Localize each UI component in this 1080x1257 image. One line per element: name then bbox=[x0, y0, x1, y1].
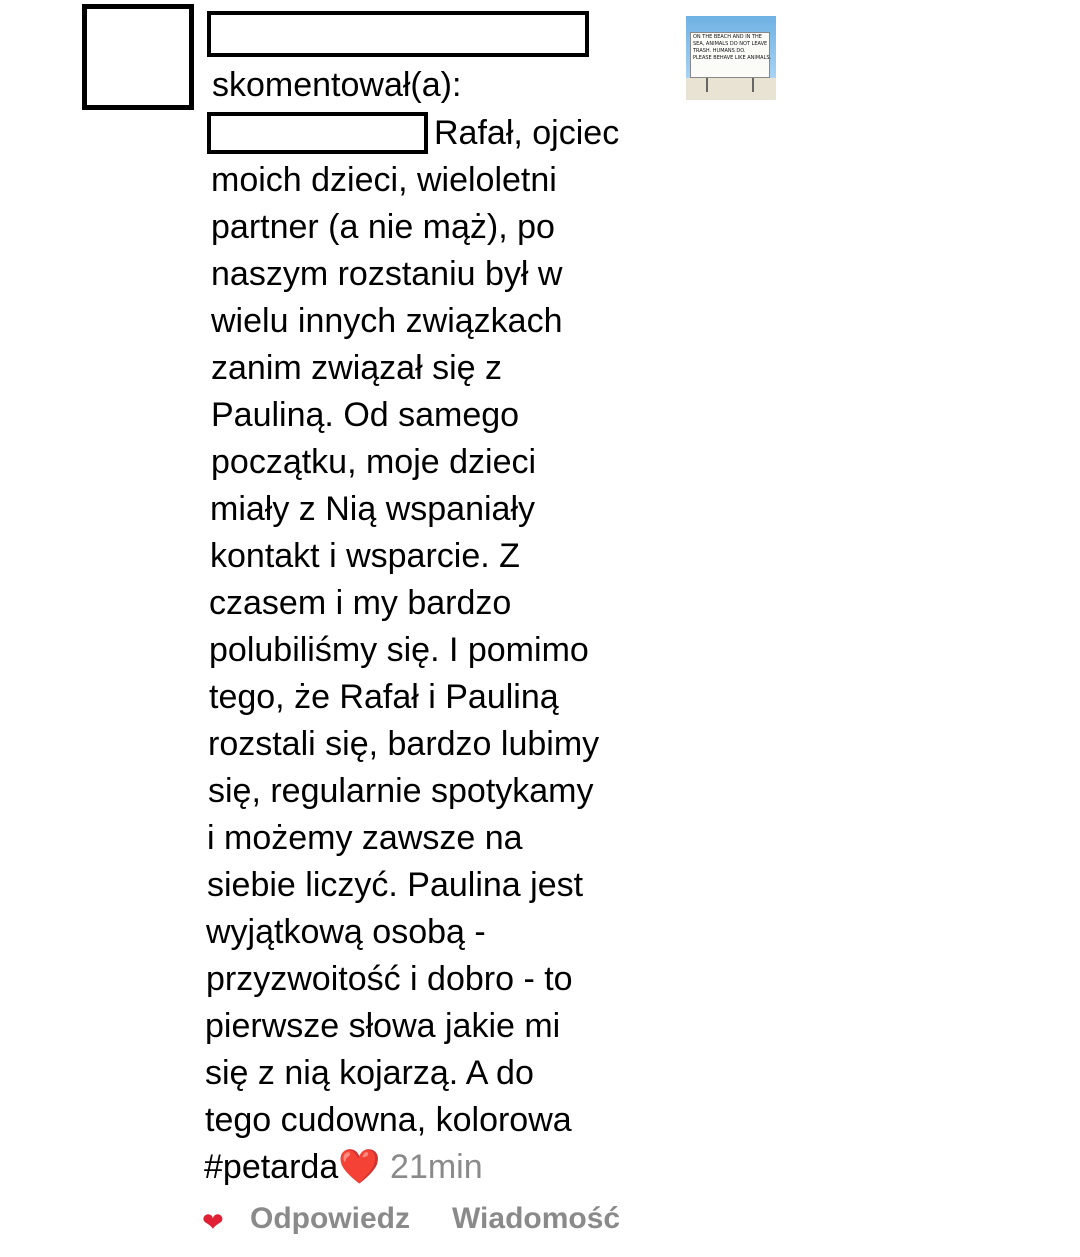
comment-line: Rafał, ojciec bbox=[434, 114, 620, 152]
sign-post bbox=[706, 78, 708, 92]
sign-text: PLEASE BEHAVE LIKE ANIMALS. bbox=[693, 55, 772, 61]
thumbnail-sign bbox=[690, 32, 770, 78]
comment-line: kontakt i wsparcie. Z bbox=[210, 537, 520, 575]
comment-line: się z nią kojarzą. A do bbox=[205, 1054, 534, 1092]
comment-line: przyzwoitość i dobro - to bbox=[206, 960, 573, 998]
avatar-redacted[interactable] bbox=[82, 4, 194, 110]
comment-line: wyjątkową osobą - bbox=[206, 913, 486, 951]
hashtag-link[interactable]: #petarda bbox=[204, 1148, 339, 1186]
username-redacted[interactable] bbox=[207, 11, 589, 57]
sign-text: SEA, ANIMALS DO NOT LEAVE bbox=[693, 41, 768, 47]
mention-redacted[interactable] bbox=[207, 112, 428, 154]
comment-line: polubiliśmy się. I pomimo bbox=[209, 631, 589, 669]
heart-icon[interactable]: ❤ bbox=[202, 1207, 224, 1237]
post-thumbnail[interactable] bbox=[686, 16, 776, 100]
thumbnail-sand bbox=[686, 78, 776, 100]
reply-button[interactable]: Odpowiedz bbox=[250, 1202, 410, 1235]
comment-line: partner (a nie mąż), po bbox=[211, 208, 555, 246]
comment-line: tego cudowna, kolorowa bbox=[205, 1101, 572, 1139]
comment-line: Pauliną. Od samego bbox=[211, 396, 520, 434]
comment-action-label: skomentował(a): bbox=[212, 66, 462, 104]
comment-line: moich dzieci, wieloletni bbox=[211, 161, 557, 199]
timestamp: 21min bbox=[390, 1148, 483, 1186]
message-button[interactable]: Wiadomość bbox=[452, 1202, 621, 1235]
sign-post bbox=[752, 78, 754, 92]
comment-line: się, regularnie spotykamy bbox=[208, 772, 594, 810]
comment-line: naszym rozstaniu był w bbox=[211, 255, 563, 293]
sign-text: ON THE BEACH AND IN THE bbox=[693, 34, 762, 40]
comment-line: zanim związał się z bbox=[211, 349, 502, 387]
comment-line: rozstali się, bardzo lubimy bbox=[208, 725, 600, 763]
comment-line: miały z Nią wspaniały bbox=[210, 490, 535, 528]
sign-text: TRASH. HUMANS DO. bbox=[693, 48, 746, 54]
comment-line: wielu innych związkach bbox=[211, 302, 563, 340]
comment-line: początku, moje dzieci bbox=[211, 443, 537, 481]
comment-line: i możemy zawsze na bbox=[207, 819, 523, 857]
comment-last-line bbox=[204, 1144, 483, 1190]
heart-emoji: ❤️ bbox=[338, 1148, 381, 1186]
comment-line: tego, że Rafał i Pauliną bbox=[209, 678, 559, 716]
comment-line: pierwsze słowa jakie mi bbox=[205, 1007, 561, 1045]
comment-line: czasem i my bardzo bbox=[209, 584, 512, 622]
comment-line: siebie liczyć. Paulina jest bbox=[207, 866, 584, 904]
